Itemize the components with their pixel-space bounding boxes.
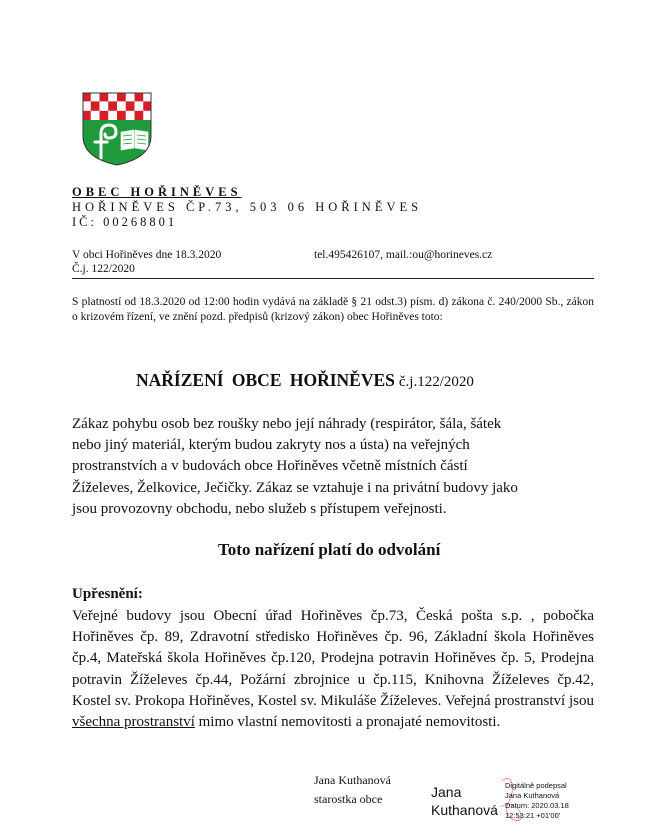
reference-number: Č.j. 122/2020 [72, 263, 135, 275]
digital-signature-line: Digitálně podepsal [505, 781, 567, 790]
place-and-date: V obci Hořiněves dne 18.3.2020 [72, 249, 222, 261]
header-divider [72, 278, 594, 279]
document-title [136, 370, 474, 391]
specification-underlined-text: všechna prostranství [72, 714, 195, 731]
crest-check [117, 111, 126, 120]
validity-statement: Toto nařízení platí do odvolání [218, 540, 441, 559]
specification-text-end: mimo vlastní nemovitosti a pronajaté nemovitosti. [198, 714, 501, 731]
crest-check [100, 111, 109, 120]
contact-info: tel.495426107, mail.:ou@horineves.cz [314, 249, 493, 261]
organization-name: OBEC HOŘINĚVES [72, 185, 242, 199]
digital-signature-line: Datum: 2020.03.18 [505, 801, 569, 810]
digital-signature-line: 12:53:21 +01'00' [505, 811, 561, 820]
signatory-name: Jana Kuthanová [314, 773, 391, 787]
title-reference: č.j.122/2020 [398, 374, 474, 390]
crest-check [108, 101, 117, 110]
specification-paragraph [72, 606, 594, 733]
organization-address: HOŘINĚVES ČP.73, 503 06 HOŘINĚVES [72, 200, 423, 214]
legal-basis-paragraph: S platností od 18.3.2020 od 12:00 hodin vydává na základě § 21 odst.3) písm. d) zákona č. 240/2000 Sb., zákon o krizovém řízení, ve znění pozd. předpisů (krizový zákon) obec Hořiněves toto: [72, 296, 594, 323]
organization-id-number: IČ: 00268801 [72, 215, 178, 229]
title-main: NAŘÍZENÍ OBCE HOŘINĚVES [136, 370, 395, 390]
crest-check [126, 101, 135, 110]
digital-signature-info [505, 781, 569, 821]
signature-last-name: Kuthanová [431, 802, 498, 818]
ban-paragraph: Zákaz pohybu osob bez roušky nebo její náhrady (respirátor, šála, šátek nebo jiný materiál, kterým budou zakryty nos a ústa) na veřejných prostranstvích a v budovách obce Hořiněves včetně místních částí Žíželeves, Želkovice, Ječičky. Zákaz se vztahuje i na privátní budovy jako jsou provozovny obchodu, nebo služeb s přístupem veřejnosti. [72, 416, 518, 517]
signature-name-large [431, 783, 498, 819]
municipal-coat-of-arms [82, 92, 152, 166]
specification-heading: Upřesnění: [72, 586, 143, 602]
crest-check [135, 111, 144, 120]
specification-text: Veřejné budovy jsou Obecní úřad Hořiněves čp.73, Česká pošta s.p. , pobočka Hořiněves čp. 89, Zdravotní středisko Hořiněves čp. 96, Základní škola Hořiněves čp.4, Mateřská škola Hořiněves čp.120, Prodejna potravin Hořiněves čp. 5, Prodejna potravin Žíželeves čp.44, Požární zbrojnice u čp.115, Knihovna Žíželeves čp.42, Kostel sv. Prokopa Hořiněves, Kostel sv. Mikuláše Žíželeves. Veřejná prostranství jsou [72, 608, 594, 709]
crest-check [91, 101, 100, 110]
signature-first-name: Jana [431, 784, 462, 800]
digital-signature-line: Jana Kuthanová [505, 791, 560, 800]
signatory-role: starostka obce [314, 792, 383, 806]
